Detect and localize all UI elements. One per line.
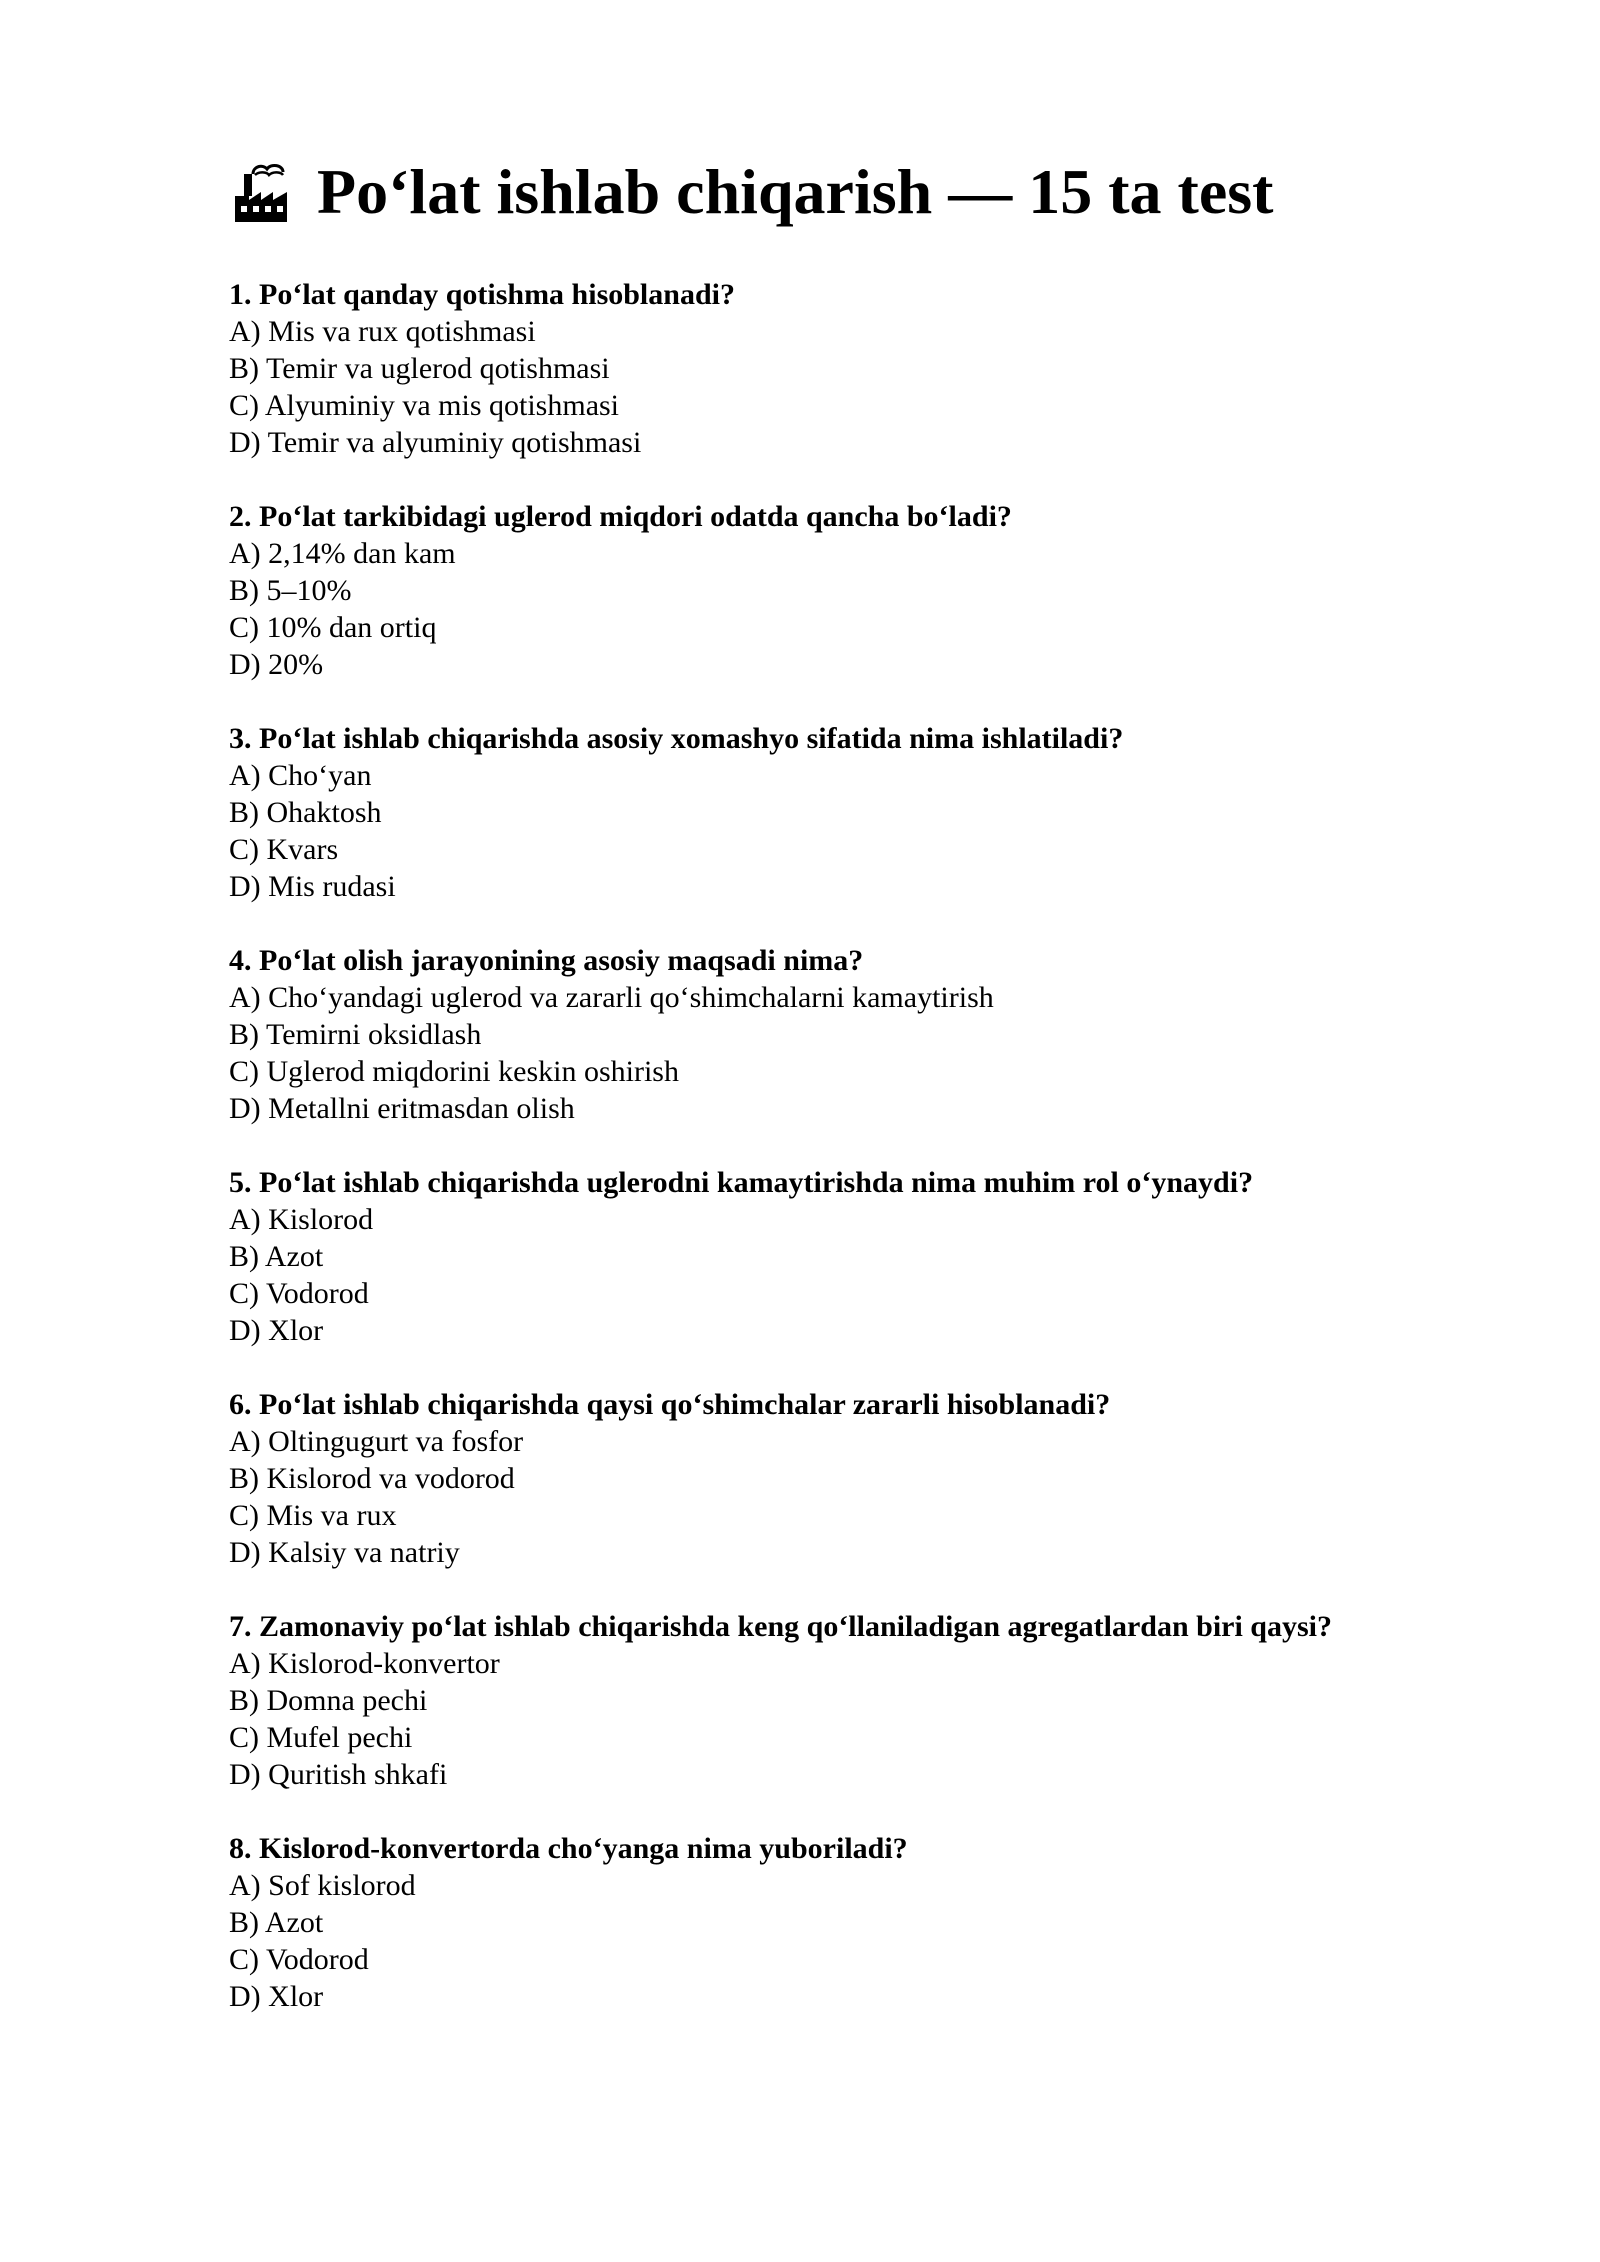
- question-6: [229, 1386, 1489, 1571]
- option-a: A) Sof kislorod: [229, 1869, 416, 1902]
- option-c: C) 10% dan ortiq: [229, 611, 437, 644]
- option-b: B) Temir va uglerod qotishmasi: [229, 352, 610, 385]
- question-4: [229, 942, 1489, 1127]
- question-text: 3. Po‘lat ishlab chiqarishda asosiy xomashyo sifatida nima ishlatiladi?: [229, 722, 1124, 755]
- question-text: 1. Po‘lat qanday qotishma hisoblanadi?: [229, 278, 735, 311]
- question-8: [229, 1830, 1489, 2015]
- question-3: [229, 720, 1489, 905]
- option-a: A) 2,14% dan kam: [229, 537, 456, 570]
- option-c: C) Kvars: [229, 833, 339, 866]
- option-c: C) Vodorod: [229, 1943, 369, 1976]
- option-d: D) Mis rudasi: [229, 870, 396, 903]
- option-d: D) Xlor: [229, 1980, 324, 2013]
- question-text: 6. Po‘lat ishlab chiqarishda qaysi qo‘shimchalar zararli hisoblanadi?: [229, 1388, 1111, 1421]
- option-b: B) 5–10%: [229, 574, 352, 607]
- option-b: B) Azot: [229, 1906, 324, 1939]
- question-1: [229, 276, 1489, 461]
- option-a: A) Cho‘yan: [229, 759, 372, 792]
- option-a: A) Oltingugurt va fosfor: [229, 1425, 524, 1458]
- question-text: 8. Kislorod-konvertorda cho‘yanga nima yuboriladi?: [229, 1832, 908, 1865]
- document-title: [229, 150, 1489, 234]
- option-d: D) Kalsiy va natriy: [229, 1536, 460, 1569]
- option-d: D) 20%: [229, 648, 324, 681]
- option-d: D) Metallni eritmasdan olish: [229, 1092, 575, 1125]
- question-2: [229, 498, 1489, 683]
- option-a: A) Kislorod-konvertor: [229, 1647, 500, 1680]
- question-text: 7. Zamonaviy po‘lat ishlab chiqarishda keng qo‘llaniladigan agregatlardan biri qaysi?: [229, 1610, 1332, 1643]
- option-a: A) Cho‘yandagi uglerod va zararli qo‘shimchalarni kamaytirish: [229, 981, 994, 1014]
- option-c: C) Alyuminiy va mis qotishmasi: [229, 389, 620, 422]
- option-c: C) Mis va rux: [229, 1499, 397, 1532]
- question-5: [229, 1164, 1489, 1349]
- option-c: C) Mufel pechi: [229, 1721, 413, 1754]
- option-b: B) Temirni oksidlash: [229, 1018, 482, 1051]
- question-text: 4. Po‘lat olish jarayonining asosiy maqsadi nima?: [229, 944, 864, 977]
- option-c: C) Uglerod miqdorini keskin oshirish: [229, 1055, 679, 1088]
- question-7: [229, 1608, 1489, 1793]
- option-b: B) Domna pechi: [229, 1684, 428, 1717]
- option-b: B) Azot: [229, 1240, 324, 1273]
- option-d: D) Temir va alyuminiy qotishmasi: [229, 426, 642, 459]
- option-b: B) Kislorod va vodorod: [229, 1462, 515, 1495]
- factory-icon: [229, 160, 293, 224]
- document-page: [229, 150, 1489, 2052]
- question-text: 2. Po‘lat tarkibidagi uglerod miqdori odatda qancha bo‘ladi?: [229, 500, 1012, 533]
- option-d: D) Quritish shkafi: [229, 1758, 448, 1791]
- option-a: A) Kislorod: [229, 1203, 374, 1236]
- page-title: Po‘lat ishlab chiqarish — 15 ta test: [317, 156, 1274, 227]
- option-d: D) Xlor: [229, 1314, 324, 1347]
- question-text: 5. Po‘lat ishlab chiqarishda uglerodni kamaytirishda nima muhim rol o‘ynaydi?: [229, 1166, 1254, 1199]
- option-c: C) Vodorod: [229, 1277, 369, 1310]
- option-a: A) Mis va rux qotishmasi: [229, 315, 536, 348]
- option-b: B) Ohaktosh: [229, 796, 382, 829]
